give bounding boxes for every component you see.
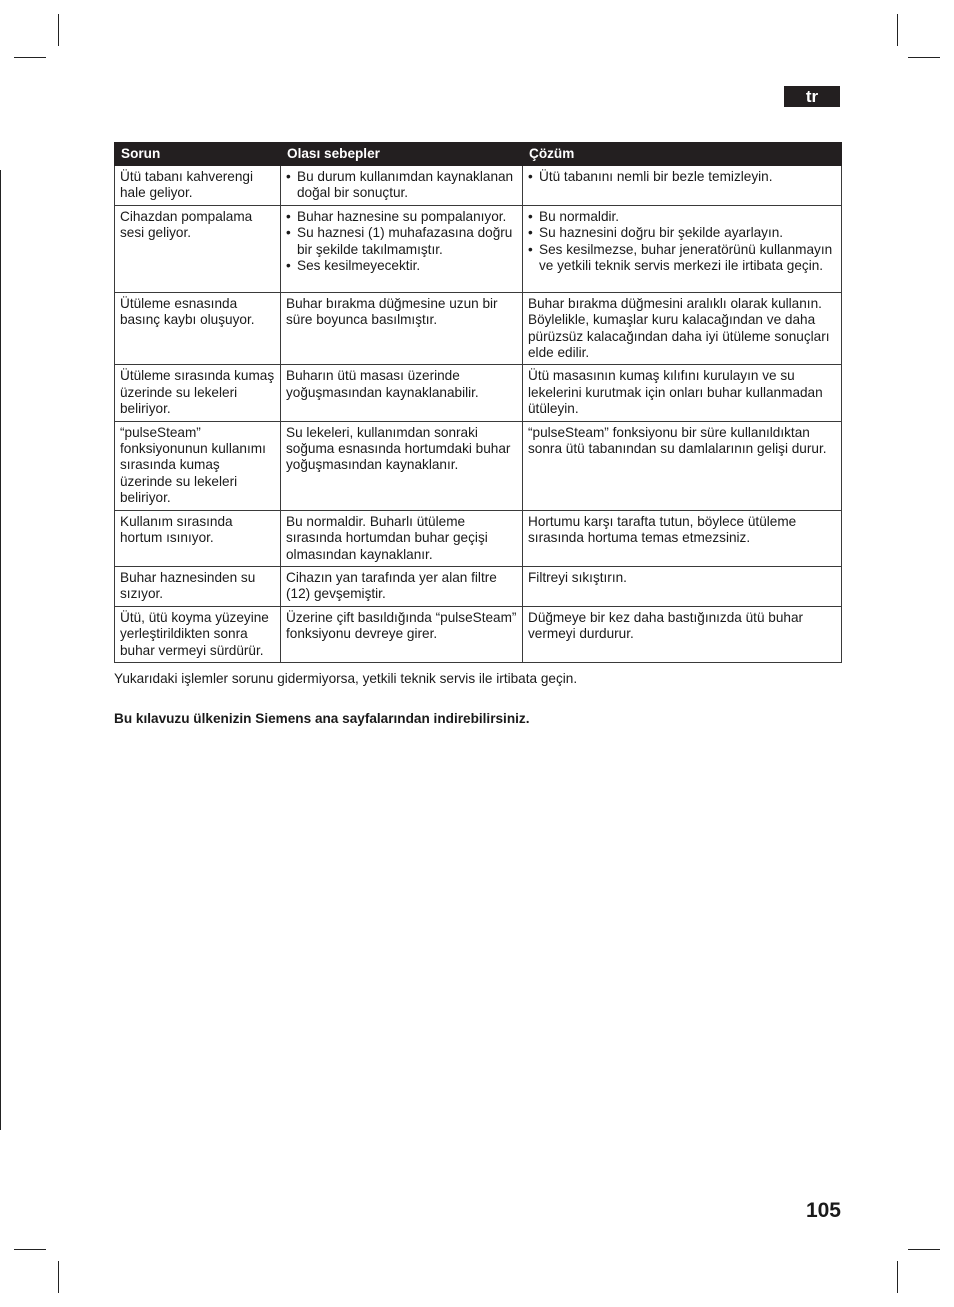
header-problem: Sorun (115, 143, 281, 166)
causes-cell: Buharın ütü masası üzerinde yoğuşmasından kaynaklanabilir. (281, 365, 523, 421)
problem-cell: Ütüleme sırasında kumaş üzerinde su lekeleri beliriyor. (115, 365, 281, 421)
causes-cell: Cihazın yan tarafında yer alan filtre (12) gevşemiştir. (281, 566, 523, 606)
problem-cell: “pulseSteam” fonksiyonunun kullanımı sırasında kumaş üzerinde su lekeleri beliriyor. (115, 421, 281, 510)
page-number: 105 (805, 1199, 841, 1222)
problem-cell: Cihazdan pompalama sesi geliyor. (115, 205, 281, 292)
crop-mark (897, 14, 898, 46)
table-header-row (115, 143, 842, 166)
cause-item: • Bu durum kullanımdan kaynaklanan doğal bir sonuçtur. (286, 169, 517, 202)
download-note: Bu kılavuzu ülkenizin Siemens ana sayfalarından indirebilirsiniz. (114, 711, 530, 726)
table-row (115, 205, 842, 292)
solution-cell: Hortumu karşı tarafta tutun, böylece ütüleme sırasında hortuma temas etmezsiniz. (523, 510, 842, 566)
problem-cell: Ütü, ütü koyma yüzeyine yerleştirildikten sonra buhar vermeyi sürdürür. (115, 606, 281, 662)
solution-item: • Ses kesilmezse, buhar jeneratörünü kullanmayın ve yetkili teknik servis merkezi ile irtibata geçin. (528, 242, 836, 275)
crop-mark (14, 1249, 46, 1250)
crop-mark (897, 1261, 898, 1293)
causes-cell (281, 205, 523, 292)
table-row (115, 166, 842, 206)
causes-cell: Bu normaldir. Buharlı ütüleme sırasında hortumdan buhar geçişi olmasından kaynaklanır. (281, 510, 523, 566)
solution-cell (523, 205, 842, 292)
solution-item: • Bu normaldir. (528, 209, 836, 225)
causes-cell: Su lekeleri, kullanımdan sonraki soğuma esnasında hortumdaki buhar yoğuşmasından kaynaklanır. (281, 421, 523, 510)
crop-mark (14, 57, 46, 58)
solution-item: • Su haznesini doğru bir şekilde ayarlayın. (528, 225, 836, 241)
problem-cell: Buhar haznesinden su sızıyor. (115, 566, 281, 606)
problem-cell: Kullanım sırasında hortum ısınıyor. (115, 510, 281, 566)
solution-cell: Ütü masasının kumaş kılıfını kurulayın ve su lekelerini kurutmak için onları buhar kullanmadan ütüleyin. (523, 365, 842, 421)
cause-item: • Buhar haznesine su pompalanıyor. (286, 209, 517, 225)
problem-cell: Ütüleme esnasında basınç kaybı oluşuyor. (115, 292, 281, 365)
solution-cell: “pulseSteam” fonksiyonu bir süre kullanıldıktan sonra ütü tabanından su damlalarının gelişi durur. (523, 421, 842, 510)
cause-item: • Ses kesilmeyecektir. (286, 258, 517, 274)
causes-cell: Buhar bırakma düğmesine uzun bir süre boyunca basılmıştır. (281, 292, 523, 365)
cause-item: • Su haznesi (1) muhafazasına doğru bir şekilde takılmamıştır. (286, 225, 517, 258)
table-row (115, 292, 842, 365)
causes-cell (281, 166, 523, 206)
crop-mark (58, 1261, 59, 1293)
solution-cell: Filtreyi sıkıştırın. (523, 566, 842, 606)
header-causes: Olası sebepler (281, 143, 523, 166)
solution-cell: Düğmeye bir kez daha bastığınızda ütü buhar vermeyi durdurur. (523, 606, 842, 662)
crop-mark (58, 14, 59, 46)
table-row (115, 606, 842, 662)
header-solution: Çözüm (523, 143, 842, 166)
binding-edge-rule (0, 170, 1, 1130)
table-row (115, 510, 842, 566)
troubleshooting-table (114, 142, 842, 663)
crop-mark (908, 57, 940, 58)
problem-cell: Ütü tabanı kahverengi hale geliyor. (115, 166, 281, 206)
language-tab: tr (784, 86, 840, 107)
solution-item: • Ütü tabanını nemli bir bezle temizleyin. (528, 169, 836, 185)
table-row (115, 421, 842, 510)
causes-cell: Üzerine çift basıldığında “pulseSteam” fonksiyonu devreye girer. (281, 606, 523, 662)
solution-cell: Buhar bırakma düğmesini aralıklı olarak kullanın. Böylelikle, kumaşlar kuru kalacağından ve daha pürüzsüz kalacağından daha iyi ütüleme sonuçları elde edilir. (523, 292, 842, 365)
crop-mark (908, 1249, 940, 1250)
service-note: Yukarıdaki işlemler sorunu gidermiyorsa, yetkili teknik servis ile irtibata geçin. (114, 671, 578, 686)
table-row (115, 365, 842, 421)
solution-cell (523, 166, 842, 206)
table-row (115, 566, 842, 606)
